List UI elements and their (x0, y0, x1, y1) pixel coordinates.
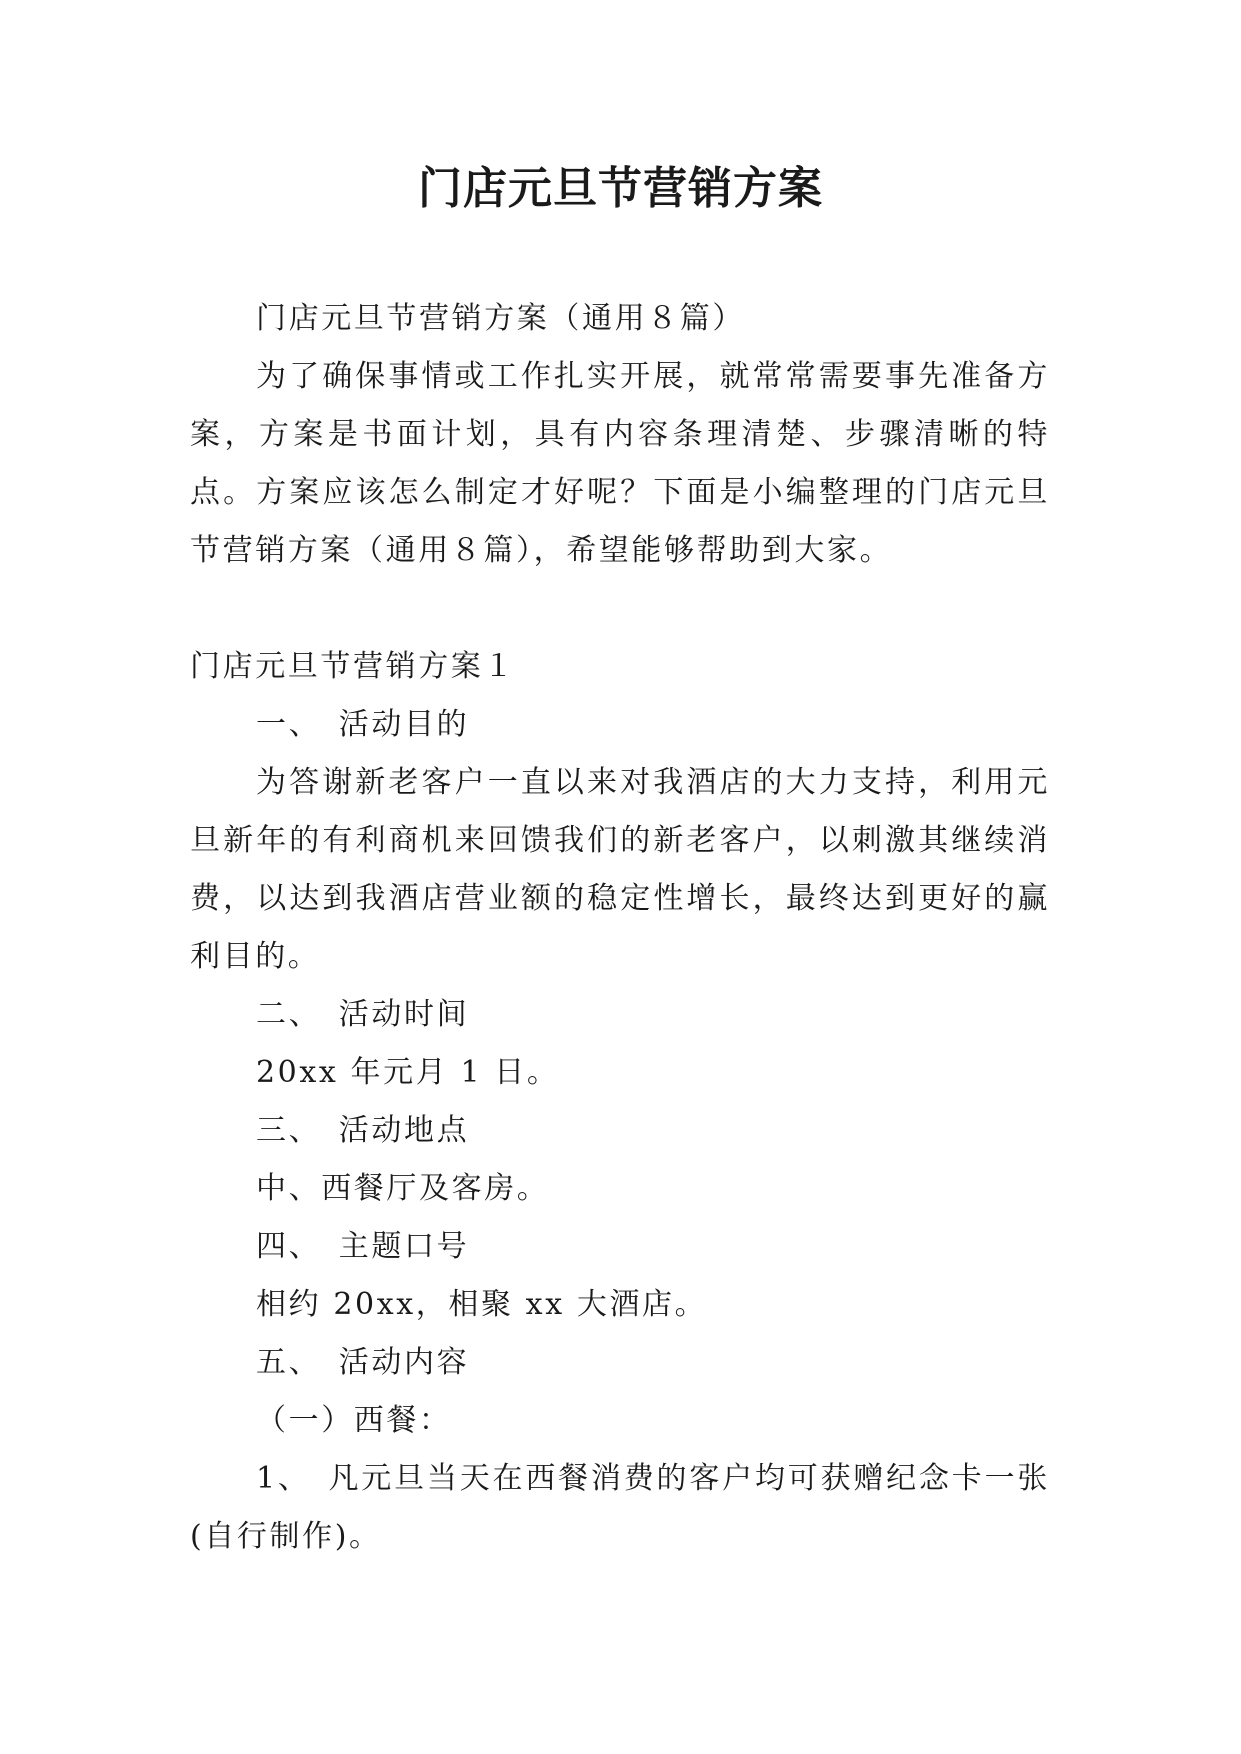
paragraph-subtitle: 门店元旦节营销方案（通用８篇） (256, 301, 745, 336)
heading-activity-location: 三、 活动地点 (256, 1113, 470, 1148)
paragraph-item-1: 1、 凡元旦当天在西餐消费的客户均可获赠纪念卡一张(自行制作)。 (190, 1461, 1050, 1554)
section-heading: 门店元旦节营销方案１ (190, 649, 516, 684)
paragraph-activity-location: 中、西餐厅及客房。 (256, 1171, 550, 1206)
heading-activity-content: 五、 活动内容 (256, 1345, 470, 1380)
heading-theme-slogan: 四、 主题口号 (256, 1229, 470, 1264)
document-body (190, 290, 1050, 1566)
subheading-western-restaurant: （一）西餐： (256, 1403, 452, 1438)
paragraph-activity-purpose: 为答谢新老客户一直以来对我酒店的大力支持，利用元旦新年的有利商机来回馈我们的新老客户，以刺激其继续消费，以达到我酒店营业额的稳定性增长，最终达到更好的赢利目的。 (190, 765, 1050, 974)
paragraph-intro: 为了确保事情或工作扎实开展，就常常需要事先准备方案，方案是书面计划，具有内容条理清楚、步骤清晰的特点。方案应该怎么制定才好呢？下面是小编整理的门店元旦节营销方案（通用８篇），希望能够帮助到大家。 (190, 359, 1050, 568)
document-title: 门店元旦节营销方案 (418, 163, 823, 214)
heading-activity-purpose: 一、 活动目的 (256, 707, 470, 742)
paragraph-activity-time: 20xx 年元月 1 日。 (256, 1055, 560, 1090)
paragraph-theme-slogan: 相约 20xx，相聚 xx 大酒店。 (256, 1287, 708, 1322)
heading-activity-time: 二、 活动时间 (256, 997, 470, 1032)
